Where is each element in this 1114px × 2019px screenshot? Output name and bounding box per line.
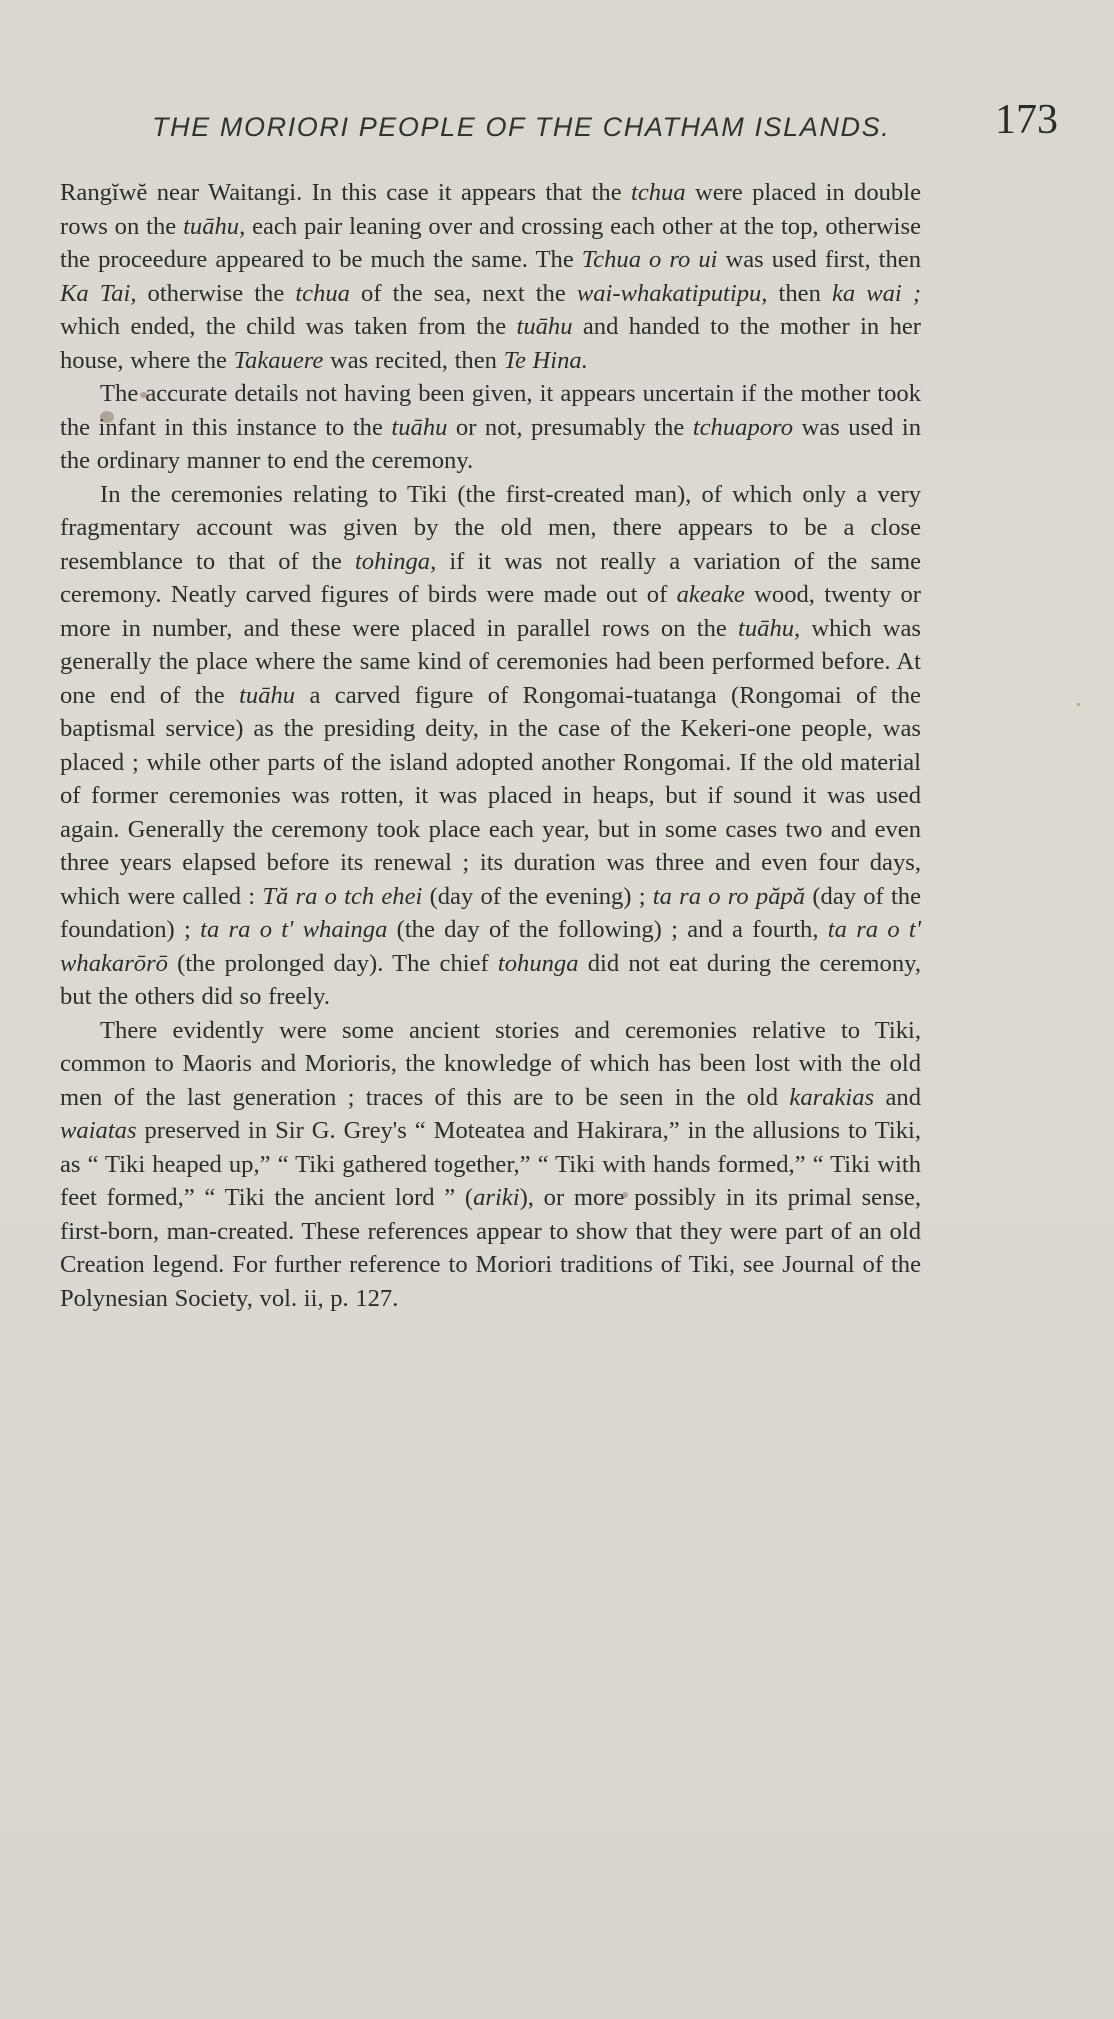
text-run: and handed to the mother in her house, where the <box>60 313 921 374</box>
italic-term: ta ra o ro păpă <box>652 882 806 910</box>
italic-term: wai-whakatiputipu, <box>576 279 768 307</box>
italic-term: tuāhu <box>516 313 573 340</box>
italic-term: ka wai ; <box>831 279 922 307</box>
text-run: was used in the ordinary manner to end the ceremony. <box>60 413 921 474</box>
text-run: (the day of the following) ; and a fourth, <box>387 916 828 943</box>
text-run: each pair leaning over and crossing each other at the top, otherwise the proceedure appeared to be much the same. The <box>60 212 921 273</box>
paragraph <box>60 377 921 478</box>
running-title: THE MORIORI PEOPLE OF THE CHATHAM ISLANDS. <box>152 112 891 142</box>
italic-term: tuāhu <box>391 413 448 441</box>
paragraph <box>60 176 921 377</box>
italic-term: Tă ra o tch ehei <box>262 882 423 910</box>
text-run: (day of the evening) ; <box>422 882 653 910</box>
paper-blemish <box>622 1192 628 1198</box>
paragraph <box>60 1014 921 1316</box>
paper-blemish <box>1077 703 1080 706</box>
text-run: if it was not really a variation of the same ceremony. Neatly carved figures of birds were made out of <box>60 547 921 608</box>
italic-term: waiatas <box>60 1117 137 1144</box>
text-run: In the ceremonies relating to Tiki (the first-created man), of which only a very fragmentary account was given by the old men, there appears to be a close resemblance to that of the <box>60 480 921 575</box>
italic-term: tohinga, <box>354 547 437 575</box>
text-run: was recited, then <box>323 346 504 374</box>
italic-term: ta ra o t' whakarōrō <box>60 916 922 977</box>
text-run: The accurate details not having been given, it appears uncertain if the mother took the infant in this instance to the <box>60 380 921 441</box>
text-run: of the sea, next the <box>349 279 577 307</box>
text-run: There evidently were some ancient stories and ceremonies relative to Tiki, common to Maoris and Morioris, the knowledge of which has been lost with the old men of the last generation ; traces of this are to be seen in the old <box>60 1016 921 1111</box>
italic-term: tchua <box>630 179 686 206</box>
text-run: which ended, the child was taken from the <box>60 313 517 340</box>
text-run: did not eat during the ceremony, but the others did so freely. <box>60 949 921 1010</box>
text-run: was used first, then <box>717 246 921 273</box>
page-number: 173 <box>995 97 1058 143</box>
italic-term: ariki <box>473 1184 520 1211</box>
text-run: (day of the foundation) ; <box>60 882 922 943</box>
text-run: otherwise the <box>136 279 296 307</box>
italic-term: tohunga <box>497 949 579 977</box>
italic-term: tchuaporo <box>692 413 794 441</box>
text-run: ), or more possibly in its primal sense, first-born, man-created. These references appear to show that they were part of an old Creation legend. For further reference to Moriori traditions of Tiki, see Journal of the Polynesian Society, vol. ii, p. 127. <box>60 1184 921 1312</box>
text-run: and <box>874 1083 921 1111</box>
italic-term: tuāhu <box>239 681 296 709</box>
text-run: Rangĭwĕ near Waitangi. In this case it appears that the <box>60 179 631 206</box>
text-run: were placed in double rows on the <box>60 179 921 240</box>
italic-term: Te Hina. <box>503 346 588 374</box>
italic-term: tuāhu, <box>183 212 246 240</box>
italic-term: akeake <box>676 581 745 608</box>
text-run: preserved in Sir G. Grey's “ Moteatea and Hakirara,” in the allusions to Tiki, as “ Tiki heaped up,” “ Tiki gathered together,” “ Tiki with hands formed,” “ Tiki with feet formed,” “ Tiki the ancient lord ” ( <box>60 1117 921 1211</box>
italic-term: tuāhu, <box>738 614 801 642</box>
italic-term: ta ra o t' whainga <box>200 916 388 943</box>
text-run: or not, presumably the <box>447 413 693 441</box>
paper-blemish <box>140 392 147 398</box>
paragraph <box>60 478 921 1014</box>
italic-term: karakias <box>789 1083 875 1111</box>
text-run: wood, twenty or more in number, and these were placed in parallel rows on the <box>60 581 921 642</box>
paper-blemish <box>100 411 114 423</box>
text-run: a carved figure of Rongomai-tuatanga (Rongomai of the baptismal service) as the presiding deity, in the case of the Kekeri-one people, was placed ; while other parts of the island adopted another Rongomai. If the old material of former ceremonies was rotten, it was placed in heaps, but if sound it was used again. Generally the ceremony took place each year, but in some cases two and even three years elapsed before its renewal ; its duration was three and even four days, which were called : <box>60 681 921 910</box>
italic-term: tchua <box>295 279 350 307</box>
page-header <box>60 96 1060 152</box>
text-run: then <box>767 279 832 307</box>
italic-term: Tchua o ro ui <box>581 246 718 273</box>
text-run: (the prolonged day). The chief <box>167 949 498 977</box>
italic-term: Takauere <box>233 346 324 374</box>
italic-term: Ka Tai, <box>60 279 137 307</box>
text-run: which was generally the place where the same kind of ceremonies had been performed before. At one end of the <box>60 614 921 709</box>
body-text <box>60 176 921 1315</box>
